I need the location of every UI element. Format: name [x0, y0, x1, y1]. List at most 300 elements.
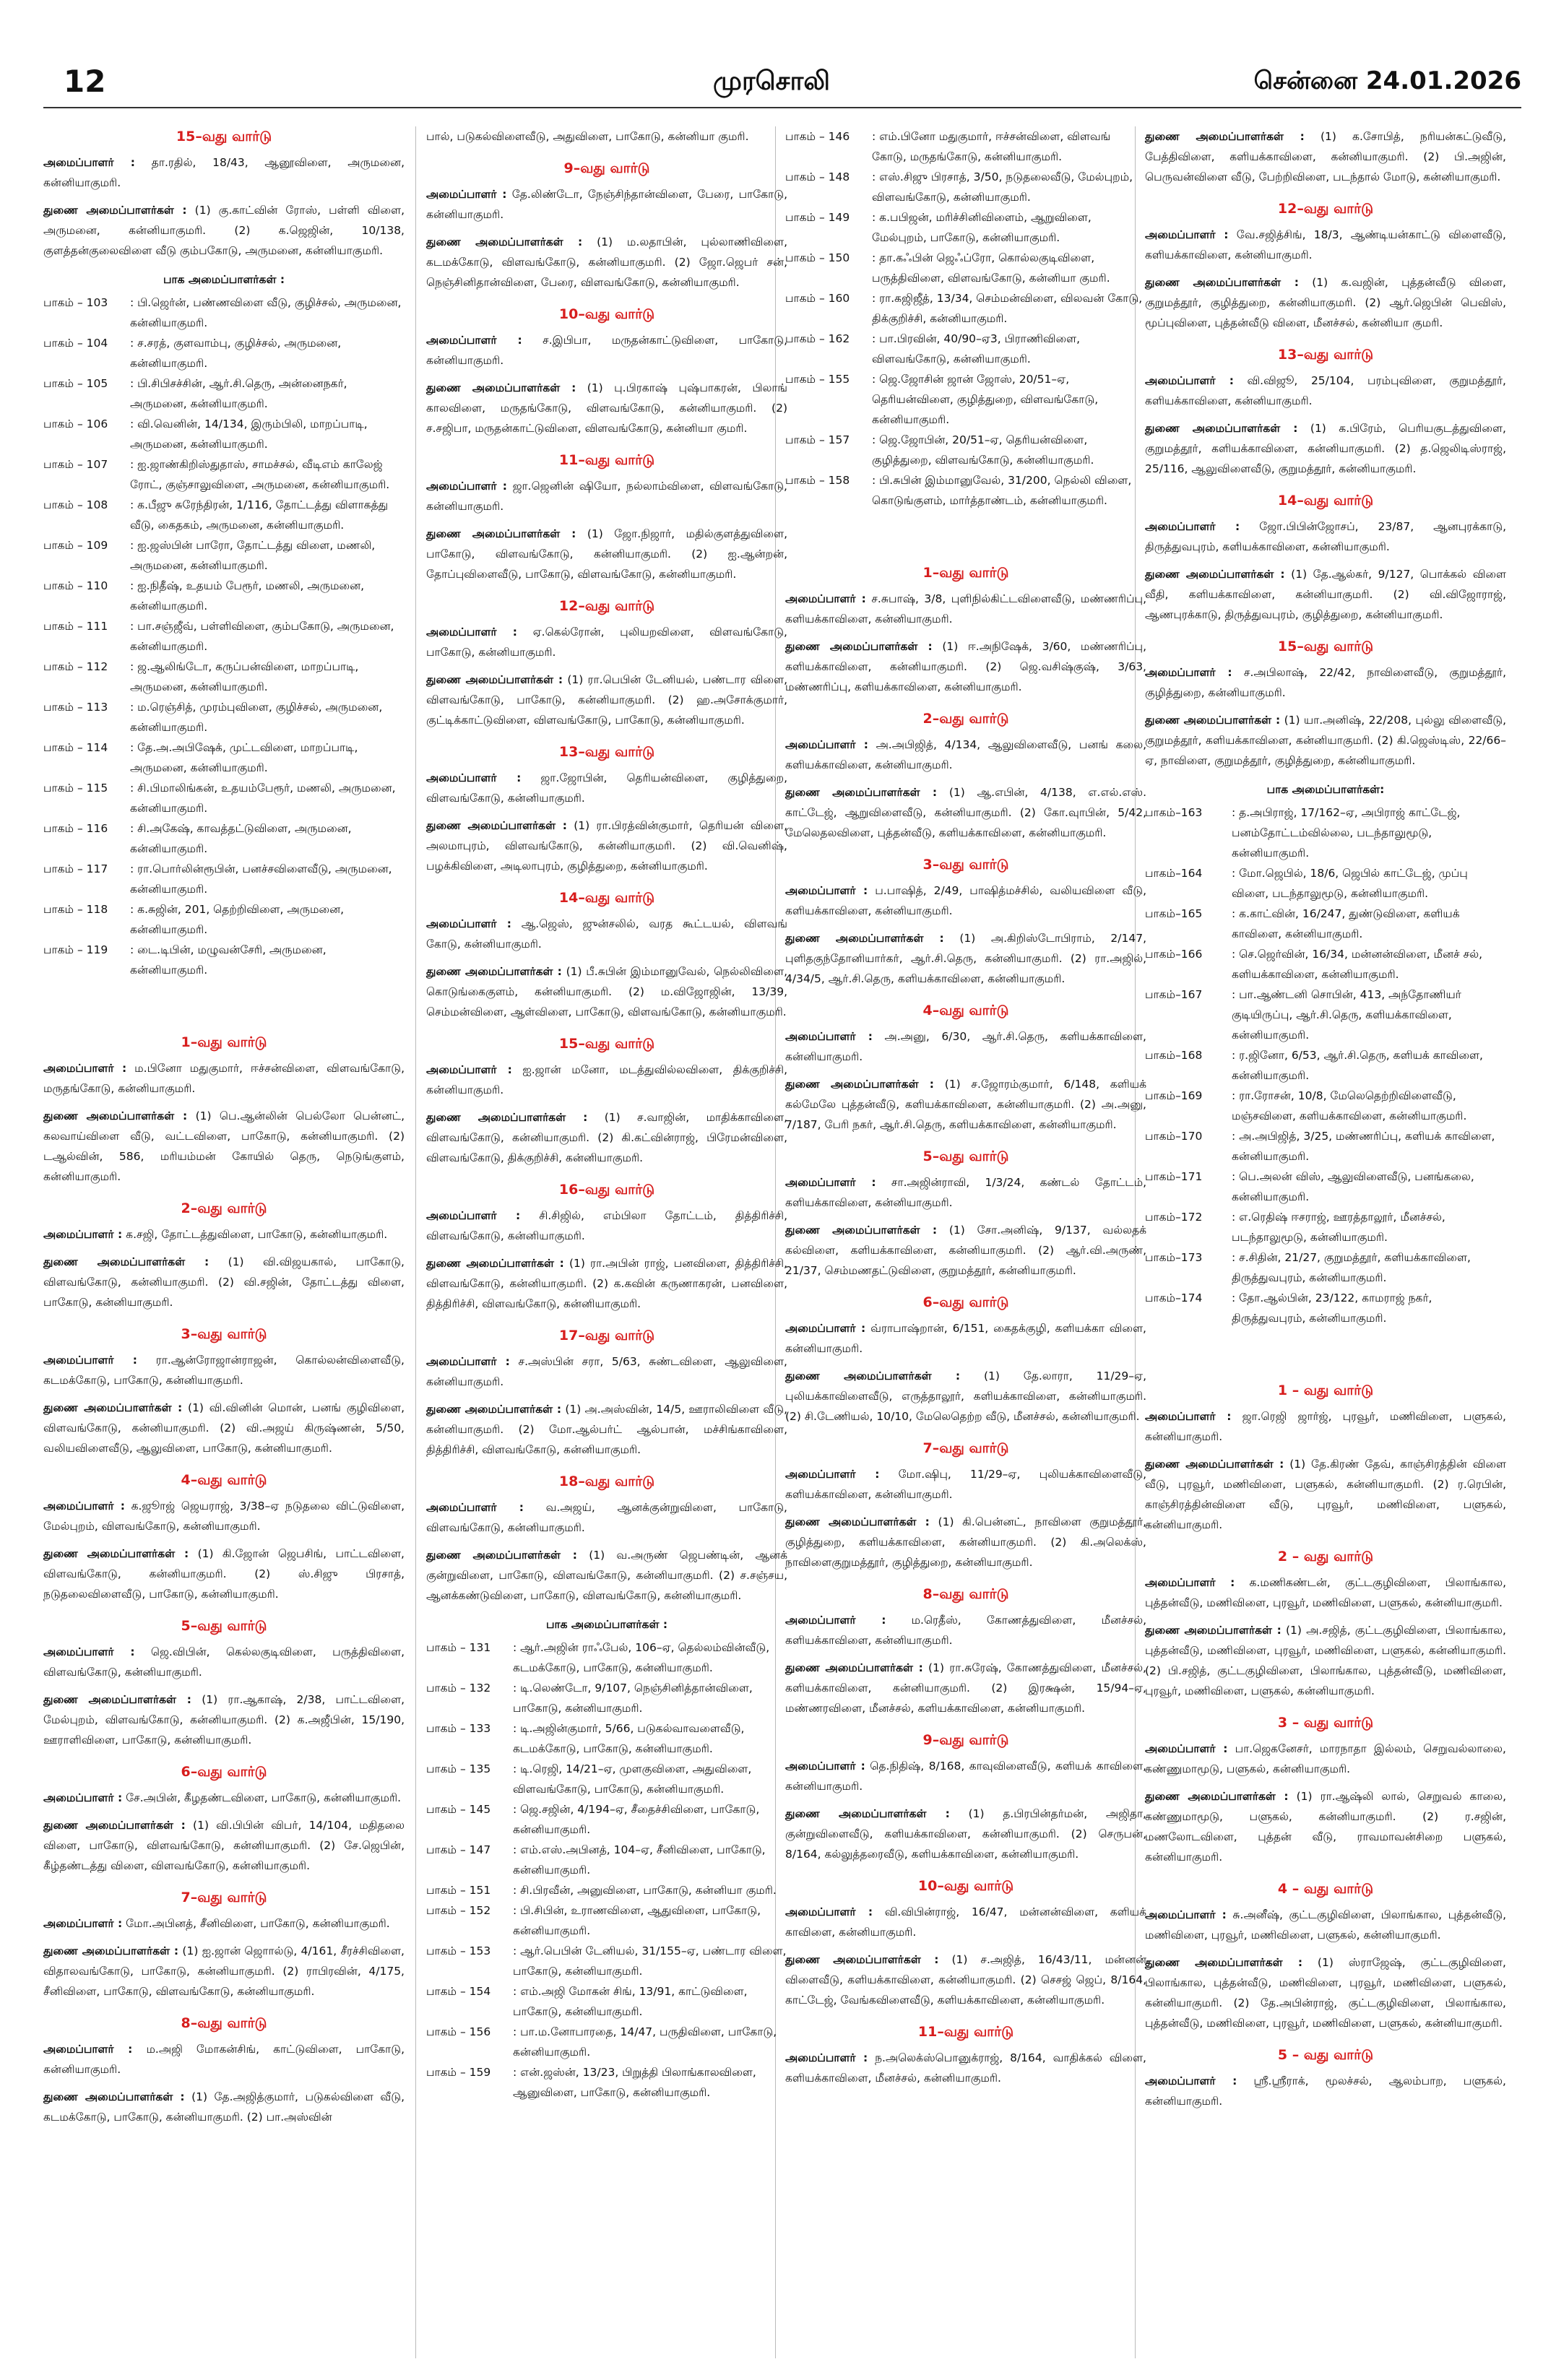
booth-organizer: : செ.ஜெர்வின், 16/34, மன்னன்விளை, மீனச் சல், களியக்காவிளை, கன்னியாகுமரி.: [1232, 948, 1482, 981]
booth-entry: [426, 2062, 787, 2103]
organizer-entry: [785, 928, 1146, 989]
role-label: அமைப்பாளர் :: [785, 1760, 865, 1773]
booth-number: பாகம் – 117: [43, 862, 108, 875]
booth-entry: [43, 778, 405, 818]
role-label: துணை அமைப்பாளர்கள் :: [43, 1255, 209, 1268]
entry-text: பால், படுகல்விளைவீடு, அதுவிளை, பாகோடு, கன்னியா குமரி.: [426, 130, 749, 143]
booth-number: பாகம் – 118: [43, 903, 108, 916]
booth-number: பாகம்–172: [1145, 1211, 1203, 1224]
entry-text: மோ.அபினத், சீனிவிளை, பாகோடு, கன்னியாகுமரி.: [126, 1917, 390, 1930]
organizer-entry: [43, 1252, 405, 1312]
entry-text: (1) தே.கிரண் தேவ், காஞ்சிரத்தின் விளை வீடு, புரவூர், மணிவிளை, பளுகல், கன்னியாகுமரி. (2) ர.ரெபின், காஞ்சிரத்தின்விளை வீடு, புரவூர், மணிவிளை, பளுகல், கன்னியாகுமரி.: [1145, 1458, 1506, 1531]
ward-heading: 10–வது வார்டு: [558, 306, 655, 322]
entry-text: (1) க.வஜின், புத்தன்வீடு விளை, குறுமத்தூர், குழித்துறை, கன்னியாகுமரி. (2) ஆர்.ஜெபின் பெவிஸ், மூப்புவிளை, புத்தன்வீடு விளை, மீனச்சல், கன்னியா குமரி.: [1145, 276, 1506, 329]
entry-text: (1) ரா.பிரத்வின்குமார், தெரியன் விளை, அலமாபுரம், விளவங்கோடு, கன்னியாகுமரி. (2) வி.வெனிஷ், பழக்கிவிளை, அடிலாபுரம், குழித்துறை, கன்னியாகுமரி.: [426, 819, 787, 873]
entry-text: ம.ரெதீஸ், கோணத்துவிளை, மீனச்சல், களியக்காவிளை, கன்னியாகுமரி.: [785, 1614, 1146, 1647]
role-label: அமைப்பாளர் :: [785, 2051, 868, 2064]
organizer-entry: [426, 524, 787, 584]
booth-number: பாகம் – 103: [43, 296, 108, 309]
role-label: அமைப்பாளர் :: [426, 1063, 512, 1076]
booth-number: பாகம் – 119: [43, 943, 108, 956]
ward-heading: 16–வது வார்டு: [558, 1182, 655, 1198]
entry-text: (1) ச.அஜித், 16/43/11, மன்னன் விளைவீடு, களியக்காவிளை, கன்னியாகுமரி. (2) செசஜ் ஜெப், 8/164, காட்டேஜ், வேங்கவிளைவீடு, களியக்காவிளை, கன்னியாகுமரி.: [785, 1953, 1147, 2007]
entry-text: (1) வி.பிபின் விபர், 14/104, மதிதலை விளை, பாகோடு, விளவங்கோடு, கன்னியாகுமரி. (2) சே.ஜெபின், கீழ்தண்டத்து விளை, விளவங்கோடு, கன்னியாகுமரி.: [43, 1819, 405, 1872]
entry-text: தெ.நிதிஷ், 8/168, காவுவிளைவீடு, களியக் காவிளை, கன்னியாகுமரி.: [785, 1760, 1146, 1793]
booth-organizer: : டை.டிபின், மழுவன்சேரி, அருமனை, கன்னியாகுமரி.: [130, 943, 327, 977]
organizer-entry: [1145, 516, 1506, 557]
entry-text: (1) ஜோ.நிஜார், மதில்குளத்துவிளை, பாகோடு, விளவங்கோடு, கன்னியாகுமரி. (2) ஐ.ஆன்றன், தோப்புவிளைவீடு, பாகோடு, விளவங்கோடு, கன்னியாகுமரி.: [426, 527, 787, 581]
role-label: துணை அமைப்பாளர்கள் :: [1145, 568, 1285, 581]
organizer-entry: [785, 1804, 1146, 1864]
role-label: அமைப்பாளர் :: [43, 1500, 125, 1513]
role-label: அமைப்பாளர் :: [785, 1322, 866, 1335]
role-label: துணை அமைப்பாளர்கள் :: [426, 1257, 564, 1270]
booth-number: பாகம்–170: [1145, 1130, 1203, 1143]
role-label: துணை அமைப்பாளர்கள் :: [426, 381, 576, 394]
booth-entry: [1145, 1247, 1506, 1288]
role-label: துணை அமைப்பாளர்கள் :: [426, 819, 567, 832]
entry-text: ஜா.ரெஜி ஜார்ஜ், புரவூர், மணிவிளை, பளுகல், கன்னியாகுமரி.: [1145, 1410, 1506, 1443]
booth-entry: [785, 470, 1146, 511]
booth-organizer: : ம.ரெஞ்சித், முரம்புவிளை, குழிச்சல், அருமனை, கன்னியாகுமரி.: [130, 701, 383, 734]
booth-number: பாகம் – 135: [426, 1762, 491, 1775]
organizer-entry: [43, 1106, 405, 1187]
organizer-entry: [43, 1350, 405, 1390]
role-label: அமைப்பாளர் :: [785, 592, 866, 605]
organizer-entry: [785, 782, 1146, 843]
booth-entry: [426, 1840, 787, 1880]
booth-number: பாகம் – 149: [785, 211, 850, 224]
ward-heading: 1–வது வார்டு: [922, 565, 1009, 581]
entry-text: (1) த.பிரபின்தர்மன், அஜிதா, குன்றுவிளைவீடு, களியக்காவிளை, கன்னியாகுமரி. (2) செருபன், 8/164, கல்லுத்தரைவீடு, களியக்காவிளை, கன்னியாகுமரி.: [785, 1807, 1146, 1861]
booth-entry: [43, 818, 405, 859]
booth-number: பாகம்–167: [1145, 988, 1203, 1001]
entry-text: சி.சிஜில், எம்பிலா தோட்டம், தித்திரிச்சி, விளவங்கோடு, கன்னியாகுமரி.: [426, 1209, 788, 1242]
booth-entry: [1145, 802, 1506, 863]
role-label: அமைப்பாளர் :: [785, 1905, 873, 1918]
spacer: [1145, 1328, 1506, 1369]
booth-number: பாகம் – 152: [426, 1904, 491, 1917]
organizer-entry: [426, 622, 787, 662]
section-subheading: பாக அமைப்பாளர்கள்:: [1266, 783, 1385, 796]
booth-organizer: : எ.ரெதிஷ் ஈசராஜ், ஊரத்தாலூர், மீனச்சல், படந்தாலுமூடு, கன்னியாகுமரி.: [1232, 1211, 1445, 1244]
entry-text: ச.இபிபா, மருதன்காட்டுவிளை, பாகோடு, கன்னியாகுமரி.: [426, 334, 787, 367]
ward-heading: 8–வது வார்டு: [922, 1586, 1009, 1602]
role-label: துணை அமைப்பாளர்கள் :: [43, 204, 187, 217]
role-label: துணை அமைப்பாளர்கள் :: [43, 1944, 179, 1957]
booth-organizer: : சி.பிமாலிங்கன், உதயம்பேரூர், மணலி, அருமனை, கன்னியாகுமரி.: [130, 782, 396, 815]
organizer-entry: [426, 476, 787, 516]
organizer-entry: [785, 1950, 1146, 2010]
organizer-entry: [785, 1902, 1146, 1942]
ward-heading: 9–வது வார்டு: [563, 160, 650, 176]
organizer-entry: [1145, 2071, 1506, 2111]
entry-text: (1) அ.அஸ்வின், 14/5, ஊராலிவிளை வீடு, கன்னியாகுமரி. (2) மோ.ஆல்பர்ட் ஆல்பான், மச்சிங்காவிளை, தித்திரிச்சி, விளவங்கோடு, கன்னியாகுமரி.: [426, 1403, 787, 1456]
column-divider: [415, 126, 416, 2358]
booth-entry: [1145, 904, 1506, 944]
organizer-entry: [43, 1544, 405, 1604]
organizer-entry: [426, 1351, 787, 1392]
entry-text: (1) க.சோபித், நரியன்கட்டுவீடு, பேத்திவிளை, களியக்காவிளை, கன்னியாகுமரி. (2) பி.அஜின், பெருவன்விளை வீடு, பேற்றிவிளை, படந்தால் மோடு, கன்னியாகுமரி.: [1145, 130, 1506, 183]
booth-entry: [1145, 1086, 1506, 1126]
organizer-entry: [1145, 662, 1506, 703]
booth-organizer: : ரா.ரோசன், 10/8, மேலெதெற்றிவிளைவீடு, மஞ்சவிளை, களியக்காவிளை, கன்னியாகுமரி.: [1232, 1089, 1467, 1122]
organizer-entry: [1145, 272, 1506, 333]
booth-entry: [426, 1759, 787, 1799]
ward-heading: 11–வது வார்டு: [917, 2024, 1014, 2040]
ward-heading: 5 – வது வார்டு: [1277, 2047, 1374, 2063]
ward-heading: 6–வது வார்டு: [181, 1764, 267, 1780]
organizer-entry: [43, 1815, 405, 1876]
entry-text: மோ.ஷிபு, 11/29–ஏ, புலியக்காவிளைவீடு, களியக்காவிளை, கன்னியாகுமரி.: [785, 1468, 1147, 1501]
booth-entry: [426, 1941, 787, 1981]
booth-organizer: : க.காட்வின், 16/247, துண்டுவிளை, களியக் காவிளை, கன்னியாகுமரி.: [1232, 907, 1460, 940]
booth-organizer: : டி.லெண்டோ, 9/107, நெஞ்சினித்தான்விளை, பாகோடு, கன்னியாகுமரி.: [513, 1682, 753, 1715]
entry-text: (1) ஈ.அநிஷேக், 3/60, மண்ணரிப்பு, களியக்காவிளை, கன்னியாகுமரி. (2) ஜெ.வசிஷ்குஷ், 3/63, மண்ணரிப்பு, களியக்காவிளை, கன்னியாகுமரி.: [785, 640, 1146, 693]
role-label: துணை அமைப்பாளர்கள் :: [1145, 130, 1305, 143]
booth-entry: [43, 535, 405, 576]
organizer-entry: [426, 330, 787, 371]
ward-heading: 4–வது வார்டு: [181, 1472, 267, 1488]
organizer-entry: [1145, 1786, 1506, 1867]
booth-organizer: : பி.சிபிசச்சின், ஆர்.சி.தெரு, அன்னைநகர், அருமனை, கன்னியாகுமரி.: [130, 377, 347, 410]
booth-organizer: : ஜெ.ஜோசின் ஜான் ஜோஸ், 20/51–ஏ, தெரியன்விளை, குழித்துறை, விளவங்கோடு, கன்னியாகுமரி.: [872, 373, 1099, 426]
organizer-entry: [426, 184, 787, 225]
booth-entry: [426, 1678, 787, 1718]
organizer-entry: [785, 589, 1146, 629]
role-label: துணை அமைப்பாளர்கள் :: [1145, 1458, 1284, 1471]
ward-heading: 5–வது வார்டு: [181, 1618, 267, 1634]
booth-organizer: : எம்.எஸ்.அபினத், 104–ஏ, சீனிவிளை, பாகோடு, கன்னியாகுமரி.: [513, 1843, 766, 1877]
entry-text: க.மணிகண்டன், குட்டகுழிவிளை, பிலாங்கால, புத்தன்வீடு, மணிவிளை, புரவூர், மணிவிளை, பளுகல், கன்னியாகுமரி.: [1145, 1576, 1506, 1609]
booth-entry: [43, 373, 405, 414]
entry-text: வ.அஜய், ஆனக்குன்றுவிளை, பாகோடு, விளவங்கோடு, கன்னியாகுமரி.: [426, 1501, 787, 1534]
role-label: அமைப்பாளர் :: [1145, 1410, 1232, 1423]
booth-number: பாகம் – 151: [426, 1884, 491, 1897]
organizer-entry: [785, 1464, 1146, 1505]
booth-entry: [785, 167, 1146, 207]
entry-text: ஜெ.விபின், கெல்லகுடிவிளை, பருத்திவிளை, விளவங்கோடு, கன்னியாகுமரி.: [43, 1645, 405, 1679]
ward-heading: 12–வது வார்டு: [1277, 201, 1374, 217]
ward-heading: 2 – வது வார்டு: [1277, 1549, 1374, 1565]
organizer-entry: [43, 200, 405, 261]
role-label: துணை அமைப்பாளர்கள் :: [1145, 1624, 1281, 1637]
ward-heading: 3 – வது வார்டு: [1277, 1715, 1374, 1731]
organizer-entry: [426, 670, 787, 730]
booth-number: பாகம்–163: [1145, 806, 1203, 819]
booth-organizer: : தா.கஃபின் ஜெஃப்ரோ, கொல்லகுடிவிளை, பருத்திவிளை, விளவங்கோடு, கன்னியா குமரி.: [872, 251, 1110, 285]
role-label: அமைப்பாளர் :: [426, 1355, 510, 1368]
role-label: அமைப்பாளர் :: [43, 2043, 133, 2056]
role-label: அமைப்பாளர் :: [426, 771, 522, 784]
organizer-entry: [1145, 1905, 1506, 1945]
entry-text: ஐ.ஜான் மனோ, மடத்துவில்லவிளை, திக்குறிச்சி, கன்னியாகுமரி.: [426, 1063, 787, 1096]
entry-text: (1) ச.ஜோரம்குமார், 6/148, களியக் கல்மேலே புத்தன்வீடு, களியக்காவிளை, கன்னியாகுமரி. (2) அ.அனு, 7/187, பேரி நகர், ஆர்.சி.தெரு, களியக்காவிளை, கன்னியாகுமரி.: [785, 1078, 1146, 1131]
entry-text: ஜோ.பிபின்ஜோசப், 23/87, ஆனபுரக்காடு, திருத்துவபுரம், களியக்காவிளை, கன்னியாகுமரி.: [1145, 520, 1506, 553]
entry-text: (1) அ.கிறிஸ்டோபிராம், 2/147, புளிதகுந்தோனியார்கர், ஆர்.சி.தெரு, கன்னியாகுமரி. (2) ரா.அஜில், 4/34/5, ஆர்.சி.தெரு, களியக்காவிளை, கன்னியாகுமரி.: [785, 932, 1146, 985]
ward-heading: 7–வது வார்டு: [922, 1440, 1009, 1456]
organizer-entry: [785, 1658, 1146, 1718]
entry-text: (1) பீ.சுபின் இம்மானுவேல், நெல்லிவிளை, கொடுங்கைகுளம், கன்னியாகுமரி. (2) ம.விஜோஜின், 13/39, செம்மன்விளை, ஆள்விளை, பாகோடு, விளவங்கோடு, கன்னியாகுமரி.: [426, 965, 787, 1018]
booth-number: பாகம் – 131: [426, 1641, 491, 1654]
organizer-entry: [1145, 1454, 1506, 1535]
column-2: [426, 126, 787, 2103]
organizer-entry: [1145, 418, 1506, 479]
booth-number: பாகம் – 145: [426, 1803, 491, 1816]
entry-text: (1) ரா.அபின் ராஜ், பனவிளை, தித்திரிச்சி, விளவங்கோடு, கன்னியாகுமரி. (2) க.கவின் கருணாகரன், பனவிளை, தித்திரிச்சி, விளவங்கோடு, கன்னியாகுமரி.: [426, 1257, 787, 1310]
booth-organizer: : பா.ஆண்டனி சொபின், 413, அந்தோணியர் குடியிருப்பு, ஆர்.சி.தெரு, களியக்காவிளை, கன்னியாகுமரி.: [1232, 988, 1461, 1042]
booth-number: பாகம் – 133: [426, 1722, 491, 1735]
booth-entry: [43, 616, 405, 657]
booth-entry: [426, 1799, 787, 1840]
role-label: அமைப்பாளர் :: [426, 917, 511, 930]
role-label: துணை அமைப்பாளர்கள் :: [426, 1403, 562, 1416]
organizer-entry: [43, 1788, 405, 1808]
booth-number: பாகம்–165: [1145, 907, 1203, 920]
organizer-entry: [426, 1253, 787, 1314]
booth-entry: [1145, 1288, 1506, 1328]
role-label: அமைப்பாளர் :: [785, 1468, 880, 1481]
role-label: துணை அமைப்பாளர்கள் :: [426, 965, 562, 978]
role-label: துணை அமைப்பாளர்கள் :: [785, 932, 944, 945]
organizer-entry: [785, 1610, 1146, 1650]
ward-heading: 15–வது வார்டு: [176, 129, 272, 144]
role-label: துணை அமைப்பாளர்கள் :: [785, 640, 933, 653]
booth-number: பாகம் – 148: [785, 170, 850, 183]
role-label: துணை அமைப்பாளர்கள் :: [785, 1224, 938, 1237]
booth-entry: [43, 899, 405, 940]
organizer-entry: [43, 1058, 405, 1099]
booth-number: பாகம் – 115: [43, 782, 108, 795]
entry-text: ச.சுபாஷ், 3/8, புளிநில்கிட்டவிளைவீடு, மண்ணரிப்பு, களியக்காவிளை, கன்னியாகுமரி.: [785, 592, 1146, 626]
booth-entry: [43, 576, 405, 616]
entry-text: ஆ.ஜெஸ், ஜுன்சலில், வரத கூட்டயல், விளவங் கோடு, கன்னியாகுமரி.: [426, 917, 787, 951]
booth-entry: [785, 369, 1146, 430]
booth-entry: [43, 495, 405, 535]
booth-number: பாகம் – 153: [426, 1944, 491, 1957]
role-label: துணை அமைப்பாளர்கள் :: [785, 1515, 930, 1528]
role-label: துணை அமைப்பாளர்கள் :: [43, 2090, 185, 2103]
booth-organizer: : பா.ம.னோபாரதை, 14/47, பருதிவிளை, பாகோடு, கன்னியாகுமரி.: [513, 2025, 777, 2059]
role-label: துணை அமைப்பாளர்கள் :: [43, 1109, 188, 1122]
booth-entry: [426, 1718, 787, 1759]
organizer-entry: [1145, 710, 1506, 771]
booth-entry: [426, 1981, 787, 2022]
booth-number: பாகம் – 159: [426, 2066, 491, 2079]
booth-organizer: : ஆர்.பெபின் டேனியல், 31/155–ஏ, பண்டார விளை, பாகோடு, கன்னியாகுமரி.: [513, 1944, 787, 1978]
booth-organizer: : த.அபிராஜ், 17/162–ஏ, அபிராஜ் காட்டேஜ், பனம்தோட்டம்வில்லை, படந்தாலுமூடு, கன்னியாகுமரி.: [1232, 806, 1461, 860]
organizer-entry: [43, 2039, 405, 2080]
ward-heading: 9–வது வார்டு: [922, 1732, 1009, 1748]
entry-text: (1) அ.சஜித், குட்டகுழிவிளை, பிலாங்கால, புத்தன்வீடு, மணிவிளை, புரவூர், மணிவிளை, பளுகல், கன்னியாகுமரி. (2) பி.சஜித், குட்டகுழிவிளை, பிலாங்கால, புத்தன்வீடு, மணிவிளை, புரவூர், மணிவிளை, பளுகல், கன்னியாகுமரி.: [1145, 1624, 1506, 1697]
ward-heading: 14–வது வார்டு: [558, 890, 655, 906]
entry-text: ப.பாஷித், 2/49, பாஷித்மச்சில், வலியவிளை வீடு, களியக்காவிளை, கன்னியாகுமரி.: [785, 884, 1146, 917]
booth-entry: [1145, 1126, 1506, 1167]
organizer-entry: [426, 232, 787, 293]
entry-text: (1) ரா.சுரேஷ், கோணத்துவிளை, மீனச்சல், களியக்காவிளை, கன்னியாகுமரி. (2) இரக்ஷன், 15/94–ஏ, மண்ணரவிளை, மீனச்சல், களியக்காவிளை, கன்னியாகுமரி.: [785, 1661, 1146, 1715]
organizer-entry: [426, 1107, 787, 1168]
entry-text: வி.விஜூ, 25/104, பரம்புவிளை, குறுமத்தூர், களியக்காவிளை, கன்னியாகுமரி.: [1145, 374, 1506, 407]
role-label: அமைப்பாளர் :: [43, 1791, 123, 1804]
booth-organizer: : எம்.அஜி மோகன் சிங், 13/91, காட்டுவிளை, பாகோடு, கன்னியாகுமரி.: [513, 1985, 748, 2018]
booth-number: பாகம் – 160: [785, 292, 850, 305]
entry-text: ஏ.கெல்ரோன், புலியறவிளை, விளவங்கோடு, பாகோடு, கன்னியாகுமரி.: [426, 626, 787, 659]
organizer-entry: [43, 1398, 405, 1458]
entry-text: தே.லிண்டோ, நேஞ்சிந்தான்விளை, பேரை, பாகோடு, கன்னியாகுமரி.: [426, 188, 787, 221]
entry-text: தா.ரதில், 18/43, ஆனூவிளை, அருமனை, கன்னியாகுமரி.: [43, 156, 405, 189]
organizer-entry: [43, 2087, 405, 2127]
booth-entry: [785, 288, 1146, 329]
booth-entry: [1145, 1207, 1506, 1247]
role-label: அமைப்பாளர் :: [43, 1062, 127, 1075]
organizer-entry: [1145, 564, 1506, 625]
role-label: அமைப்பாளர் :: [426, 1209, 521, 1222]
role-label: அமைப்பாளர் :: [426, 1501, 524, 1514]
booth-number: பாகம்–174: [1145, 1291, 1203, 1304]
booth-entry: [785, 248, 1146, 288]
ward-heading: 18–வது வார்டு: [558, 1474, 655, 1489]
booth-entry: [43, 940, 405, 980]
booth-organizer: : க.பீஜு சுரேந்திரன், 1/116, தோட்டத்து விளாகத்து வீடு, கைதகம், அருமனை, கன்னியாகுமரி.: [130, 498, 389, 532]
entry-text: (1) பெ.ஆன்லின் பெல்லோ பென்னட், கலவாய்விளை வீடு, வட்டவிளை, பாகோடு, கன்னியாகுமரி. (2) டஆல்வின், 586, மரியம்மன் கோயில் தெரு, நெடுங்குளம், கன்னியாகுமரி.: [43, 1109, 405, 1183]
organizer-entry: [43, 1913, 405, 1934]
booth-number: பாகம் – 105: [43, 377, 108, 390]
organizer-entry: [785, 880, 1146, 921]
booth-number: பாகம் – 158: [785, 474, 850, 487]
booth-number: பாகம் – 132: [426, 1682, 491, 1695]
entry-text: ஸ்ரீ.ஸ்ரீராக், மூலச்சல், ஆலம்பாற, பளுகல், கன்னியாகுமரி.: [1145, 2074, 1506, 2108]
booth-number: பாகம் – 146: [785, 130, 850, 143]
booth-number: பாகம் – 155: [785, 373, 850, 386]
booth-organizer: : ர.ஜினோ, 6/53, ஆர்.சி.தெரு, களியக் காவிளை, கன்னியாகுமரி.: [1232, 1049, 1483, 1082]
role-label: துணை அமைப்பாளர்கள் :: [426, 1111, 588, 1124]
role-label: அமைப்பாளர் :: [426, 626, 517, 639]
booth-organizer: : ஜெ.ஜோபின், 20/51–ஏ, தெரியன்விளை, குழித்துறை, விளவங்கோடு, கன்னியாகுமரி.: [872, 433, 1094, 467]
entry-text: (1) க.பிரேம், பெரியகுடத்துவிளை, குறுமத்தூர், களியக்காவிளை, கன்னியாகுமரி. (2) த.ஜெலிடிஸ்ராஜ், 25/116, ஆலுவிளைவீடு, குறுமத்தூர், கன்னியாகுமரி.: [1145, 422, 1506, 475]
booth-entry: [43, 657, 405, 697]
organizer-entry: [43, 1941, 405, 2002]
ward-heading: 13–வது வார்டு: [1277, 347, 1374, 363]
booth-number: பாகம் – 111: [43, 620, 108, 633]
entry-text: (1) கி.ஜோன் ஜெபசிங், பாட்டவிளை, விளவங்கோடு, கன்னியாகுமரி. (2) ஸ்.சிஜு பிரசாத், நடுதலைவிளைவீடு, பாகோடு, கன்னியாகுமரி.: [43, 1547, 405, 1601]
role-label: அமைப்பாளர் :: [1145, 2074, 1237, 2087]
ward-heading: 5–வது வார்டு: [922, 1148, 1009, 1164]
role-label: அமைப்பாளர் :: [785, 1030, 873, 1043]
booth-organizer: : அ.அபிஜித், 3/25, மண்ணரிப்பு, களியக் காவிளை, கன்னியாகுமரி.: [1232, 1130, 1495, 1163]
organizer-entry: [426, 1545, 787, 1606]
booth-number: பாகம்–164: [1145, 867, 1203, 880]
ward-heading: 4 – வது வார்டு: [1277, 1881, 1374, 1897]
booth-entry: [785, 126, 1146, 167]
booth-entry: [1145, 1045, 1506, 1086]
entry-text: (1) பு.பிரகாஷ் புஷ்பாகரன், பிலாங் காலவிளை, மருதங்கோடு, விளவங்கோடு, கன்னியாகுமரி. (2) ச.சஜிபா, மருதன்காட்டுவிளை, விளவங்கோடு, கன்னியா குமரி.: [426, 381, 787, 435]
organizer-entry: [1145, 1952, 1506, 2033]
role-label: அமைப்பாளர் :: [1145, 666, 1232, 679]
organizer-entry: [785, 1756, 1146, 1796]
organizer-entry: [785, 1512, 1146, 1572]
booth-organizer: : க.பபிஜன், மரிச்சினிவிளைம், ஆறுவிளை, மேல்புறம், பாகோடு, கன்னியாகுமரி.: [872, 211, 1092, 244]
masthead: [0, 0, 1543, 108]
role-label: அமைப்பாளர் :: [1145, 374, 1234, 387]
entry-text: பா.ஜெகனேசர், மாரநாதா இல்லம், செறுவல்லாலை, கண்ணுமாமூடு, பளுகல், கன்னியாகுமரி.: [1145, 1742, 1506, 1775]
ward-heading: 7–வது வார்டு: [181, 1890, 267, 1905]
entry-text: ஜா.ஜோபின், தெரியன்விளை, குழித்துறை, விளவங்கோடு, கன்னியாகுமரி.: [426, 771, 787, 805]
organizer-entry: [785, 735, 1146, 775]
booth-organizer: : மோ.ஜெபில், 18/6, ஜெபில் காட்டேஜ், முப்பு விளை, படந்தாலுமூடு, கன்னியாகுமரி.: [1232, 867, 1468, 900]
booth-organizer: : பா.பிரவின், 40/90–ஏ3, பிராணிவிளை, விளவங்கோடு, கன்னியாகுமரி.: [872, 332, 1081, 365]
organizer-entry: [426, 1060, 787, 1100]
booth-organizer: : ச.சரத், குளவாம்பு, குழிச்சல், அருமனை, கன்னியாகுமரி.: [130, 337, 342, 370]
booth-entry: [43, 333, 405, 373]
organizer-entry: [43, 1224, 405, 1245]
booth-organizer: : பெ.அலன் விஸ், ஆலுவிளைவீடு, பனங்கலை, கன்னியாகுமரி.: [1232, 1170, 1474, 1203]
section-subheading: பாக அமைப்பாளர்கள் :: [163, 273, 285, 286]
organizer-entry: [426, 914, 787, 954]
booth-organizer: : பி.ஜெர்ன், பண்ணவிளை வீடு, குழிச்சல், அருமனை, கன்னியாகுமரி.: [130, 296, 402, 329]
entry-text: அ.அனு, 6/30, ஆர்.சி.தெரு, களியக்காவிளை, கன்னியாகுமரி.: [785, 1030, 1146, 1063]
role-label: துணை அமைப்பாளர்கள் :: [426, 1549, 577, 1562]
role-label: அமைப்பாளர் :: [43, 1917, 123, 1930]
role-label: அமைப்பாளர் :: [785, 1176, 876, 1189]
entry-text: க.ஜூாஜ் ஜெயராஜ், 3/38–ஏ நடுதலை விட்டுவிளை, மேல்புறம், விளவங்கோடு, கன்னியாகுமரி.: [43, 1500, 405, 1533]
entry-text: ச.அஸ்பின் சரா, 5/63, சுண்டவிளை, ஆலுவிளை, கன்னியாகுமரி.: [426, 1355, 787, 1388]
booth-number: பாகம் – 113: [43, 701, 108, 714]
organizer-entry: [43, 1496, 405, 1536]
ward-heading: 14–வது வார்டு: [1277, 493, 1374, 509]
entry-text: (1) ஸ்ராஜேஷ், குட்டகுழிவிளை, பிலாங்கால, புத்தன்வீடு, மணிவிளை, புரவூர், மணிவிளை, பளுகல், கன்னியாகுமரி. (2) தே.அபின்ராஜ், குட்டகுழிவிளை, பிலாங்கால, புத்தன்வீடு, மணிவிளை, புரவூர், மணிவிளை, பளுகல், கன்னியாகுமரி.: [1145, 1956, 1506, 2030]
role-label: அமைப்பாளர் :: [426, 188, 507, 201]
organizer-entry: [785, 1220, 1146, 1281]
booth-organizer: : சி.பிரவீன், அனுவிளை, பாகோடு, கன்னியா குமரி.: [513, 1884, 777, 1897]
organizer-entry: [1145, 371, 1506, 411]
ward-heading: 13–வது வார்டு: [558, 744, 655, 760]
role-label: துணை அமைப்பாளர்கள் :: [43, 1819, 186, 1832]
ward-heading: 4–வது வார்டு: [922, 1003, 1009, 1018]
role-label: துணை அமைப்பாளர்கள் :: [785, 1661, 923, 1674]
role-label: அமைப்பாளர் :: [1145, 520, 1240, 533]
role-label: துணை அமைப்பாளர்கள் :: [426, 527, 576, 540]
booth-organizer: : ஜெ.சஜின், 4/194–ஏ, சீதைச்சிவிளை, பாகோடு, கன்னியாகுமரி.: [513, 1803, 760, 1836]
ward-heading: 3–வது வார்டு: [922, 857, 1009, 873]
booth-organizer: : தே.அ.அபிஷேக், முட்டவிளை, மாறப்பாடி, அருமனை, கன்னியாகுமரி.: [130, 741, 358, 774]
booth-entry: [1145, 944, 1506, 985]
organizer-entry: [426, 961, 787, 1022]
role-label: துணை அமைப்பாளர்கள் :: [426, 673, 563, 686]
booth-organizer: : க.சுஜின், 201, தெற்றிவிளை, அருமனை, கன்னியாகுமரி.: [130, 903, 345, 936]
continued-text: [426, 126, 787, 147]
organizer-entry: [785, 1026, 1146, 1067]
entry-text: ஜா.ஜெனின் ஷியோ, நல்லாம்விளை, விளவங்கோடு, கன்னியாகுமரி.: [426, 480, 787, 513]
booth-number: பாகம்–168: [1145, 1049, 1203, 1062]
booth-number: பாகம் – 114: [43, 741, 108, 754]
ward-heading: 6–வது வார்டு: [922, 1294, 1009, 1310]
booth-organizer: : ரா.கஜிஜீத், 13/34, செம்மன்விளை, விலவன் கோடு, திக்குறிச்சி, கன்னியாகுமரி.: [872, 292, 1143, 325]
booth-number: பாகம்–171: [1145, 1170, 1203, 1183]
role-label: அமைப்பாளர் :: [43, 1228, 123, 1241]
booth-entry: [426, 1637, 787, 1678]
column-4: [1145, 126, 1506, 2119]
organizer-entry: [426, 815, 787, 876]
ward-heading: 1–வது வார்டு: [181, 1034, 267, 1050]
booth-number: பாகம்–173: [1145, 1251, 1203, 1264]
booth-entry: [43, 859, 405, 899]
booth-organizer: : என்.ஜஸ்ன், 13/23, பிறுத்தி பிலாங்காலவிளை, ஆனுவிளை, பாகோடு, கன்னியாகுமரி.: [513, 2066, 756, 2099]
role-label: அமைப்பாளர் :: [785, 738, 868, 751]
organizer-entry: [1145, 1572, 1506, 1613]
role-label: துணை அமைப்பாளர்கள் :: [1145, 1790, 1289, 1803]
booth-entry: [43, 293, 405, 333]
entry-text: (1) ரா.பெபின் டேனியல், பண்டார விளை, விளவங்கோடு, பாகோடு, கன்னியாகுமரி. (2) ஹ.அசோக்குமார், குட்டிக்காட்டுவிளை, விளவங்கோடு, பாகோடு, கன்னியாகுமரி.: [426, 673, 788, 727]
